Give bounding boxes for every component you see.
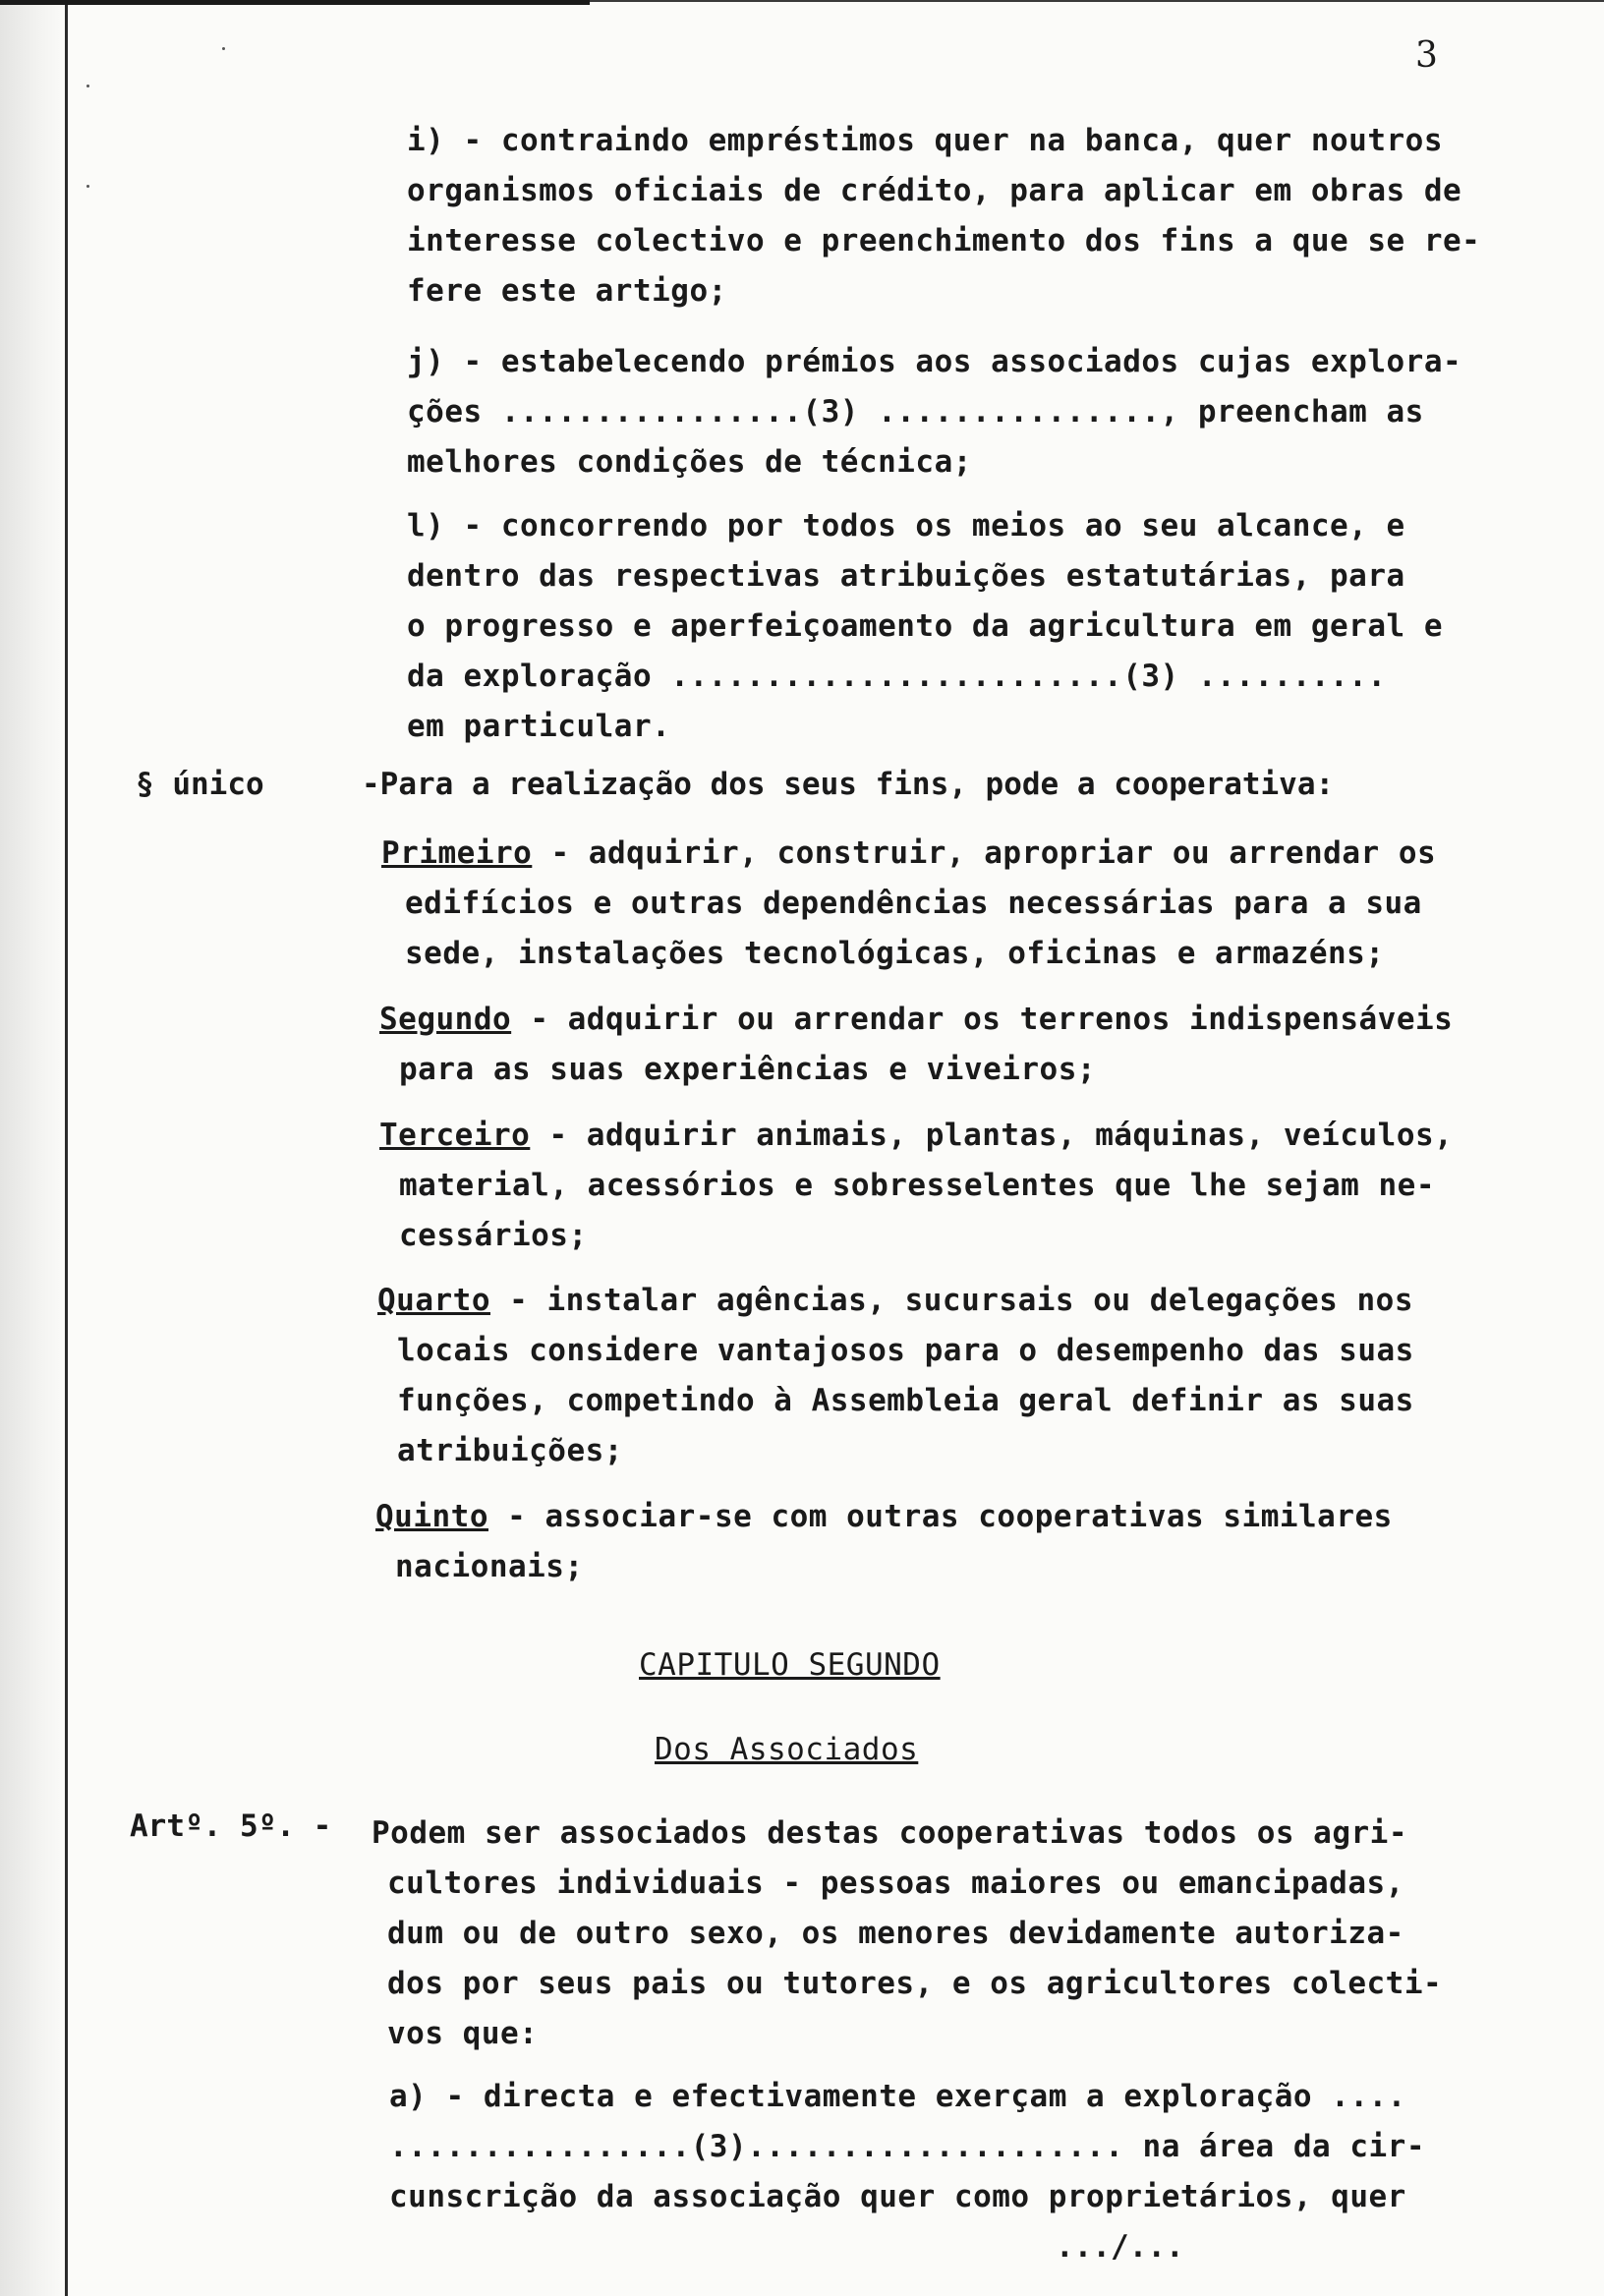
item-i-line: fere este artigo; [407, 273, 727, 309]
page-number: 3 [1415, 35, 1438, 76]
binding-edge-line [65, 0, 68, 2296]
article-5-line: cultores individuais - pessoas maiores ou emancipadas, [387, 1866, 1404, 1901]
item-j-line: j) - estabelecendo prémios aos associados cujas explora- [407, 344, 1462, 379]
terceiro-clause [379, 1111, 1453, 1261]
quarto-line: locais considere vantajosos para o desempenho das suas [397, 1333, 1414, 1368]
top-edge-mark [0, 0, 590, 5]
chapter-subtitle: Dos Associados [655, 1732, 919, 1767]
chapter-title: CAPITULO SEGUNDO [639, 1647, 941, 1683]
terceiro-line: material, acessórios e sobresselentes que lhe sejam ne- [399, 1168, 1435, 1203]
primeiro-line: sede, instalações tecnológicas, oficinas e armazéns; [405, 936, 1385, 971]
scan-speck [86, 185, 89, 188]
quarto-line: atribuições; [397, 1433, 623, 1468]
item-l-line: o progresso e aperfeiçoamento da agricultura em geral e [407, 608, 1443, 644]
item-i-line: organismos oficiais de crédito, para aplicar em obras de [407, 173, 1462, 208]
item-l [407, 501, 1443, 752]
primeiro-label: Primeiro [381, 835, 533, 871]
item-l-line: da exploração ........................(3) .......... [407, 659, 1387, 694]
primeiro-clause [381, 829, 1436, 979]
article-5-line: dos por seus pais ou tutores, e os agricultores colecti- [387, 1966, 1443, 2001]
quinto-clause [375, 1492, 1393, 1592]
article-5-line: dum ou de outro sexo, os menores devidamente autoriza- [387, 1916, 1404, 1951]
binding-shadow [0, 0, 67, 2296]
segundo-first-line: - adquirir ou arrendar os terrenos indispensáveis [511, 1002, 1454, 1037]
quarto-line: funções, competindo à Assembleia geral definir as suas [397, 1383, 1414, 1418]
item-l-line: dentro das respectivas atribuições estatutárias, para [407, 558, 1405, 594]
item-a-line: cunscrição da associação quer como proprietários, quer [389, 2179, 1406, 2214]
item-j-line: melhores condições de técnica; [407, 444, 972, 480]
unico-label: § único [136, 767, 264, 802]
segundo-label: Segundo [379, 1002, 512, 1037]
item-j [407, 337, 1461, 488]
item-l-line: em particular. [407, 709, 671, 744]
terceiro-line: cessários; [399, 1218, 588, 1253]
article-5-body [372, 1808, 1442, 2059]
quinto-label: Quinto [375, 1499, 488, 1534]
item-a [389, 2072, 1425, 2222]
terceiro-first-line: - adquirir animais, plantas, máquinas, veículos, [530, 1118, 1454, 1153]
quinto-line: nacionais; [395, 1549, 584, 1584]
article-5-line: vos que: [387, 2016, 539, 2051]
article-5-line: Podem ser associados destas cooperativas todos os agri- [372, 1815, 1407, 1851]
terceiro-label: Terceiro [379, 1118, 531, 1153]
quarto-first-line: - instalar agências, sucursais ou delegações nos [489, 1283, 1413, 1318]
scan-speck [86, 85, 89, 87]
quarto-label: Quarto [377, 1283, 490, 1318]
primeiro-first-line: - adquirir, construir, apropriar ou arrendar os [532, 835, 1437, 871]
article-5-label: Artº. 5º. - [130, 1808, 332, 1844]
item-l-line: l) - concorrendo por todos os meios ao seu alcance, e [407, 508, 1405, 544]
item-a-line: a) - directa e efectivamente exerçam a exploração .... [389, 2079, 1406, 2114]
item-a-line: ................(3).................... na área da cir- [389, 2129, 1425, 2164]
item-i [407, 116, 1480, 316]
segundo-line: para as suas experiências e viveiros; [399, 1052, 1097, 1087]
scan-speck [222, 47, 225, 50]
quarto-clause [377, 1276, 1414, 1476]
quinto-first-line: - associar-se com outras cooperativas similares [487, 1499, 1393, 1534]
item-i-line: i) - contraindo empréstimos quer na banca, quer noutros [407, 123, 1443, 158]
segundo-clause [379, 995, 1453, 1095]
unico-text: -Para a realização dos seus fins, pode a cooperativa: [362, 767, 1335, 802]
primeiro-line: edifícios e outras dependências necessárias para a sua [405, 886, 1422, 921]
continuation-mark: .../... [1056, 2229, 1184, 2265]
item-j-line: ções ................(3) ..............., preencham as [407, 394, 1424, 430]
item-i-line: interesse colectivo e preenchimento dos fins a que se re- [407, 223, 1481, 258]
